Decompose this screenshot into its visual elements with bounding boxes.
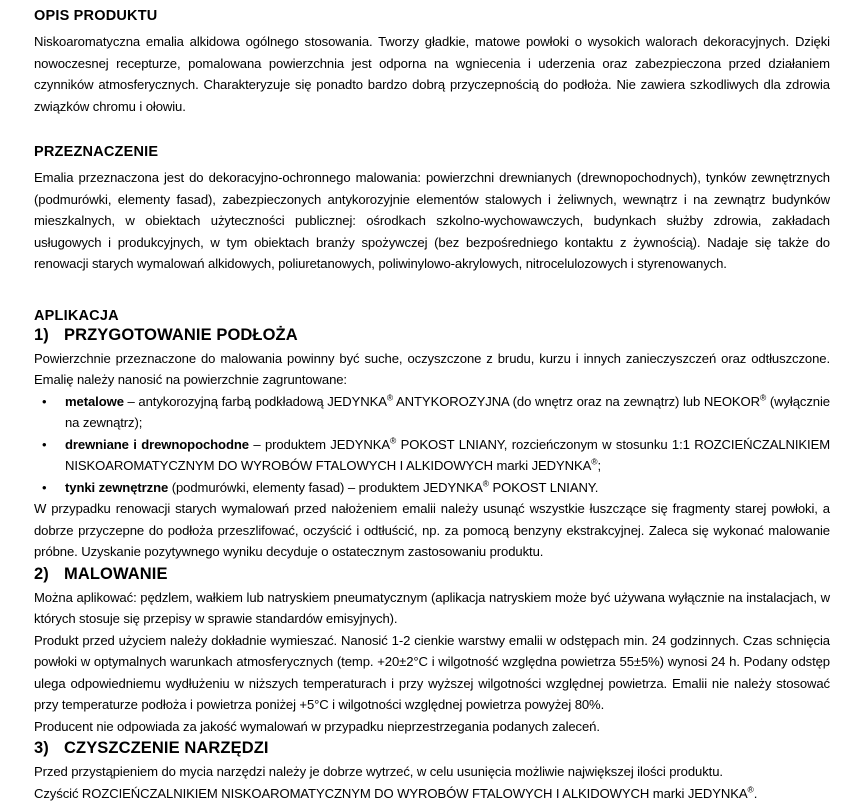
przygotowanie-podloza-heading bbox=[34, 326, 830, 345]
przeznaczenie-paragraph: Emalia przeznaczona jest do dekoracyjno-ochronnego malowania: powierzchni drewnianych (drewnopochodnych), tynków zewnętrznych (podmurówki, elementy fasad), zabezpieczonych antykorozyjnie elementów stalowych i żeliwnych, wewnątrz i na zewnątrz budynków mieszkalnych, w obiektach użyteczności publicznej: ośrodkach szkolno-wychowawczych, budynkach służby zdrowia, zakładach usługowych i produkcyjnych, w tym obiektach branży spożywczej (bez bezpośredniego kontaktu z żywnością). Nadaje się także do renowacji starych wymalowań alkidowych, poliuretanowych, poliwinylowo-akrylowych, nitrocelulozowych i styrenowanych. bbox=[34, 167, 830, 275]
bullet-dot-icon: • bbox=[42, 477, 46, 499]
opis-produktu-paragraph: Niskoaromatyczna emalia alkidowa ogólnego stosowania. Tworzy gładkie, matowe powłoki o wysokich walorach dekoracyjnych. Dzięki nowoczesnej recepturze, pomalowana powierzchnia jest odporna na wgniecenia i uderzenia oraz zabezpieczona przed działaniem czynników atmosferycznych. Charakteryzuje się ponadto bardzo dobrą przyczepnością do podłoża. Nie zawiera szkodliwych dla zdrowia związków chromu i ołowiu. bbox=[34, 31, 830, 117]
czyszczenie-narzedzi-heading bbox=[34, 739, 830, 758]
malowanie-title: MALOWANIE bbox=[64, 565, 168, 583]
malowanie-paragraph-3: Producent nie odpowiada za jakość wymalowań w przypadku nieprzestrzegania podanych zaleceń. bbox=[34, 716, 830, 738]
bullet-dot-icon: • bbox=[42, 434, 46, 456]
bullet-metalowe-lead: metalowe bbox=[65, 394, 124, 409]
malowanie-paragraph-1: Można aplikować: pędzlem, wałkiem lub natryskiem pneumatycznym (aplikacja natryskiem może być używana wyłącznie na instalacjach, w których stosuje się przepisy w sprawie standardów emisyjnych). bbox=[34, 587, 830, 630]
bullet-item-drewniane bbox=[34, 434, 830, 477]
przygotowanie-title: PRZYGOTOWANIE PODŁOŻA bbox=[64, 326, 298, 344]
bullet-drewniane-text: – produktem JEDYNKA® POKOST LNIANY, rozcieńczonym w stosunku 1:1 ROZCIEŃCZALNIKIEM NISKOAROMATYCZNYM DO WYROBÓW FTALOWYCH I ALKIDOWYCH marki JEDYNKA®; bbox=[65, 437, 830, 474]
section-aplikacja bbox=[34, 308, 830, 804]
czyszczenie-paragraph-2: Czyścić ROZCIEŃCZALNIKIEM NISKOAROMATYCZNYM DO WYROBÓW FTALOWYCH I ALKIDOWYCH marki JEDYNKA®. bbox=[34, 783, 830, 804]
malowanie-heading bbox=[34, 565, 830, 584]
section-przeznaczenie bbox=[34, 144, 830, 275]
czyszczenie-title: CZYSZCZENIE NARZĘDZI bbox=[64, 739, 269, 757]
przygotowanie-outro-paragraph: W przypadku renowacji starych wymalowań przed nałożeniem emalii należy usunąć wszystkie łuszczące się fragmenty starej powłoki, a dobrze przyczepne do podłoża przeszlifować, oczyścić i odtłuścić, np. za pomocą benzyny ekstrakcyjnej. Zaleca się wykonać malowanie próbne. Uzyskanie pozytywnego wyniku decyduje o ostatecznym zastosowaniu produktu. bbox=[34, 498, 830, 563]
przygotowanie-intro-paragraph: Powierzchnie przeznaczone do malowania powinny być suche, oczyszczone z brudu, kurzu i innych zanieczyszczeń oraz odtłuszczone. Emalię należy nanosić na powierzchnie zagruntowane: bbox=[34, 348, 830, 391]
bullet-dot-icon: • bbox=[42, 391, 46, 413]
bullet-item-metalowe bbox=[34, 391, 830, 434]
surface-types-bullet-list bbox=[34, 391, 830, 499]
bullet-item-tynki bbox=[34, 477, 830, 499]
malowanie-number: 2) bbox=[34, 565, 64, 584]
bullet-tynki-text: (podmurówki, elementy fasad) – produktem JEDYNKA® POKOST LNIANY. bbox=[168, 480, 598, 495]
czyszczenie-number: 3) bbox=[34, 739, 64, 758]
malowanie-paragraph-2: Produkt przed użyciem należy dokładnie wymieszać. Nanosić 1-2 cienkie warstwy emalii w odstępach min. 24 godzinnych. Czas schnięcia powłoki w optymalnych warunkach atmosferycznych (temp. +20±2°C i wilgotność względna powietrza 55±5%) wynosi 24 h. Podany odstęp ulega odpowiedniemu wydłużeniu w niższych temperaturach i przy wyższej wilgotności względnej powietrza. Emalii nie należy stosować przy temperaturze podłoża i powietrza poniżej +5°C i wilgotności względnej powietrza powyżej 80%. bbox=[34, 630, 830, 716]
bullet-drewniane-lead: drewniane i drewnopochodne bbox=[65, 437, 249, 452]
section-opis-produktu bbox=[34, 8, 830, 117]
opis-produktu-heading: OPIS PRODUKTU bbox=[34, 8, 830, 24]
bullet-metalowe-text: – antykorozyjną farbą podkładową JEDYNKA® ANTYKOROZYJNA (do wnętrz oraz na zewnątrz) lub NEOKOR® (wyłącznie na zewnątrz); bbox=[65, 394, 830, 431]
przygotowanie-number: 1) bbox=[34, 326, 64, 345]
bullet-tynki-lead: tynki zewnętrzne bbox=[65, 480, 168, 495]
przeznaczenie-heading: PRZEZNACZENIE bbox=[34, 144, 830, 160]
aplikacja-heading: APLIKACJA bbox=[34, 308, 830, 324]
czyszczenie-paragraph-1: Przed przystąpieniem do mycia narzędzi należy je dobrze wytrzeć, w celu usunięcia możliwie największej ilości produktu. bbox=[34, 761, 830, 783]
